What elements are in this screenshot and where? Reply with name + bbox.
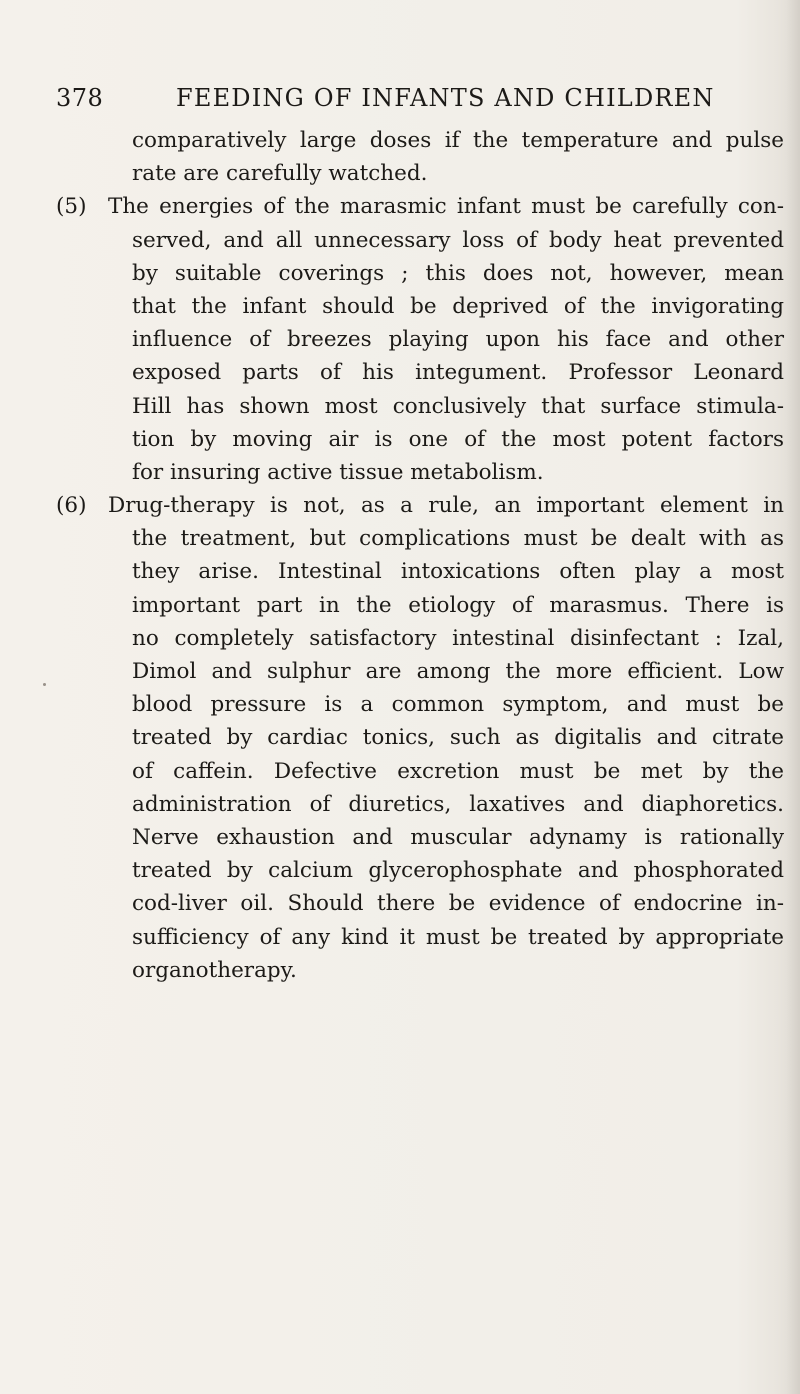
text-line: important part in the etiology of marasmus. There is [132,592,784,618]
text-line: treated by calcium glycerophosphate and phosphorated [132,858,784,884]
text-line: served, and all unnecessary loss of body heat prevented [132,227,784,253]
text-line: Dimol and sulphur are among the more efficient. Low [132,659,784,684]
text-line: Drug-therapy is not, as a rule, an important element in [108,493,784,519]
text-line: cod-liver oil. Should there be evidence of endocrine in- [132,891,784,917]
ink-speck [43,683,46,686]
list-item-number: (5) [56,194,87,220]
running-title: FEEDING OF INFANTS AND CHILDREN [176,84,715,112]
running-header [48,84,748,124]
text-line: influence of breezes playing upon his face and other [132,327,784,353]
text-line: comparatively large doses if the temperature and pulse [132,128,784,153]
text-line: that the infant should be deprived of the invigorating [132,293,784,319]
page-edge-shadow [786,0,800,1394]
list-item-number: (6) [56,493,87,519]
text-line: for insuring active tissue metabolism. [132,459,544,485]
text-line: organotherapy. [132,957,297,983]
text-line: blood pressure is a common symptom, and must be [132,692,784,718]
page-number: 378 [56,84,104,112]
text-line: Nerve exhaustion and muscular adynamy is rationally [132,824,784,850]
list-item-5-first-line [56,190,784,223]
text-line: no completely satisfactory intestinal disinfectant : Izal, [132,625,784,651]
text-line: The energies of the marasmic infant must be carefully con- [108,194,784,220]
text-line: they arise. Intestinal intoxications often play a most [132,559,784,585]
text-line: rate are carefully watched. [132,161,428,187]
text-line: exposed parts of his integument. Professor Leonard [132,360,784,386]
list-item-6-first-line [56,489,784,522]
text-line: tion by moving air is one of the most potent factors [132,426,784,452]
text-line: by suitable coverings ; this does not, however, mean [132,260,784,286]
text-line: administration of diuretics, laxatives and diaphoretics. [132,791,784,817]
text-line: Hill has shown most conclusively that surface stimula- [132,393,784,419]
text-line: the treatment, but complications must be dealt with as [132,526,784,552]
text-line: of caffein. Defective excretion must be met by the [132,758,784,784]
text-line: treated by cardiac tonics, such as digitalis and citrate [132,725,784,751]
text-line: sufficiency of any kind it must be treated by appropriate [132,924,784,950]
body-text [56,124,784,987]
